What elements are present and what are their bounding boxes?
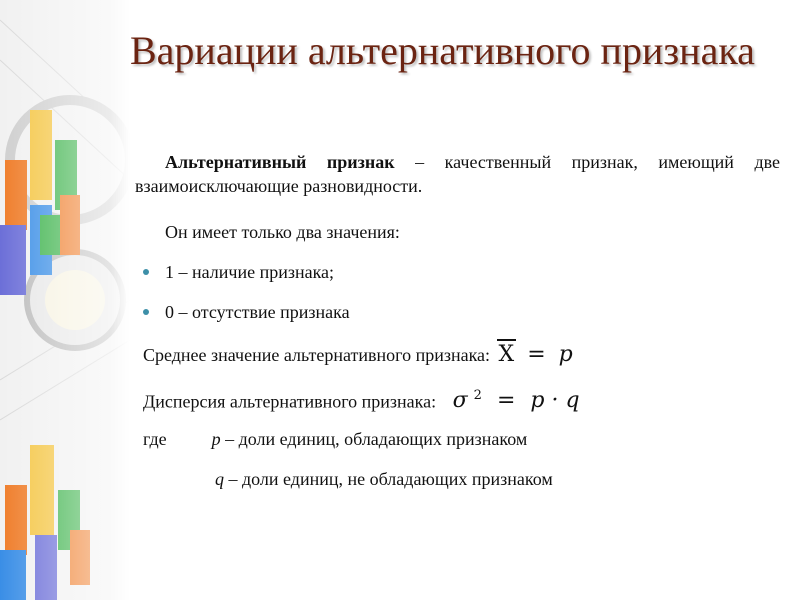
mean-rhs: p bbox=[558, 342, 573, 367]
slide-title: Вариации альтернативного признака bbox=[130, 28, 755, 73]
two-values-intro: Он имеет только два значения: bbox=[165, 222, 400, 242]
mean-equals: = bbox=[527, 342, 546, 367]
variance-exponent: 2 bbox=[473, 388, 482, 403]
mean-symbol: X bbox=[498, 342, 515, 367]
mean-label: Среднее значение альтернативного признака: bbox=[143, 345, 491, 365]
definition-block bbox=[135, 150, 780, 198]
where-row-q bbox=[215, 469, 553, 490]
decorative-bar-graphic bbox=[0, 0, 130, 600]
definition-paragraph bbox=[135, 150, 780, 198]
definition-term: Альтернативный признак bbox=[165, 152, 395, 172]
q-description: – доли единиц, не обладающих признаком bbox=[224, 469, 553, 489]
bullet-icon bbox=[143, 309, 149, 315]
variance-formula bbox=[453, 388, 580, 413]
bullet-icon bbox=[143, 269, 149, 275]
definition-text: – качественный признак, имеющий две взаимоисключающие разновидности. bbox=[135, 152, 780, 196]
list-item bbox=[143, 302, 350, 323]
p-description: – доли единиц, обладающих признаком bbox=[220, 429, 528, 449]
p-symbol: p bbox=[211, 429, 221, 449]
variance-formula-row bbox=[143, 388, 580, 413]
variance-label: Дисперсия альтернативного признака: bbox=[143, 391, 437, 412]
list-item bbox=[143, 262, 334, 283]
bullet-text: 0 – отсутствие признака bbox=[165, 302, 350, 322]
sigma-symbol: σ bbox=[452, 388, 468, 414]
bullet-text: 1 – наличие признака; bbox=[165, 262, 335, 282]
where-row-p bbox=[143, 429, 527, 450]
mean-formula-row bbox=[143, 342, 573, 367]
mean-formula bbox=[499, 342, 573, 367]
variance-rhs: p · q bbox=[530, 388, 580, 414]
variance-equals: = bbox=[496, 388, 516, 414]
q-symbol: q bbox=[215, 469, 224, 489]
where-word: где bbox=[143, 429, 167, 449]
